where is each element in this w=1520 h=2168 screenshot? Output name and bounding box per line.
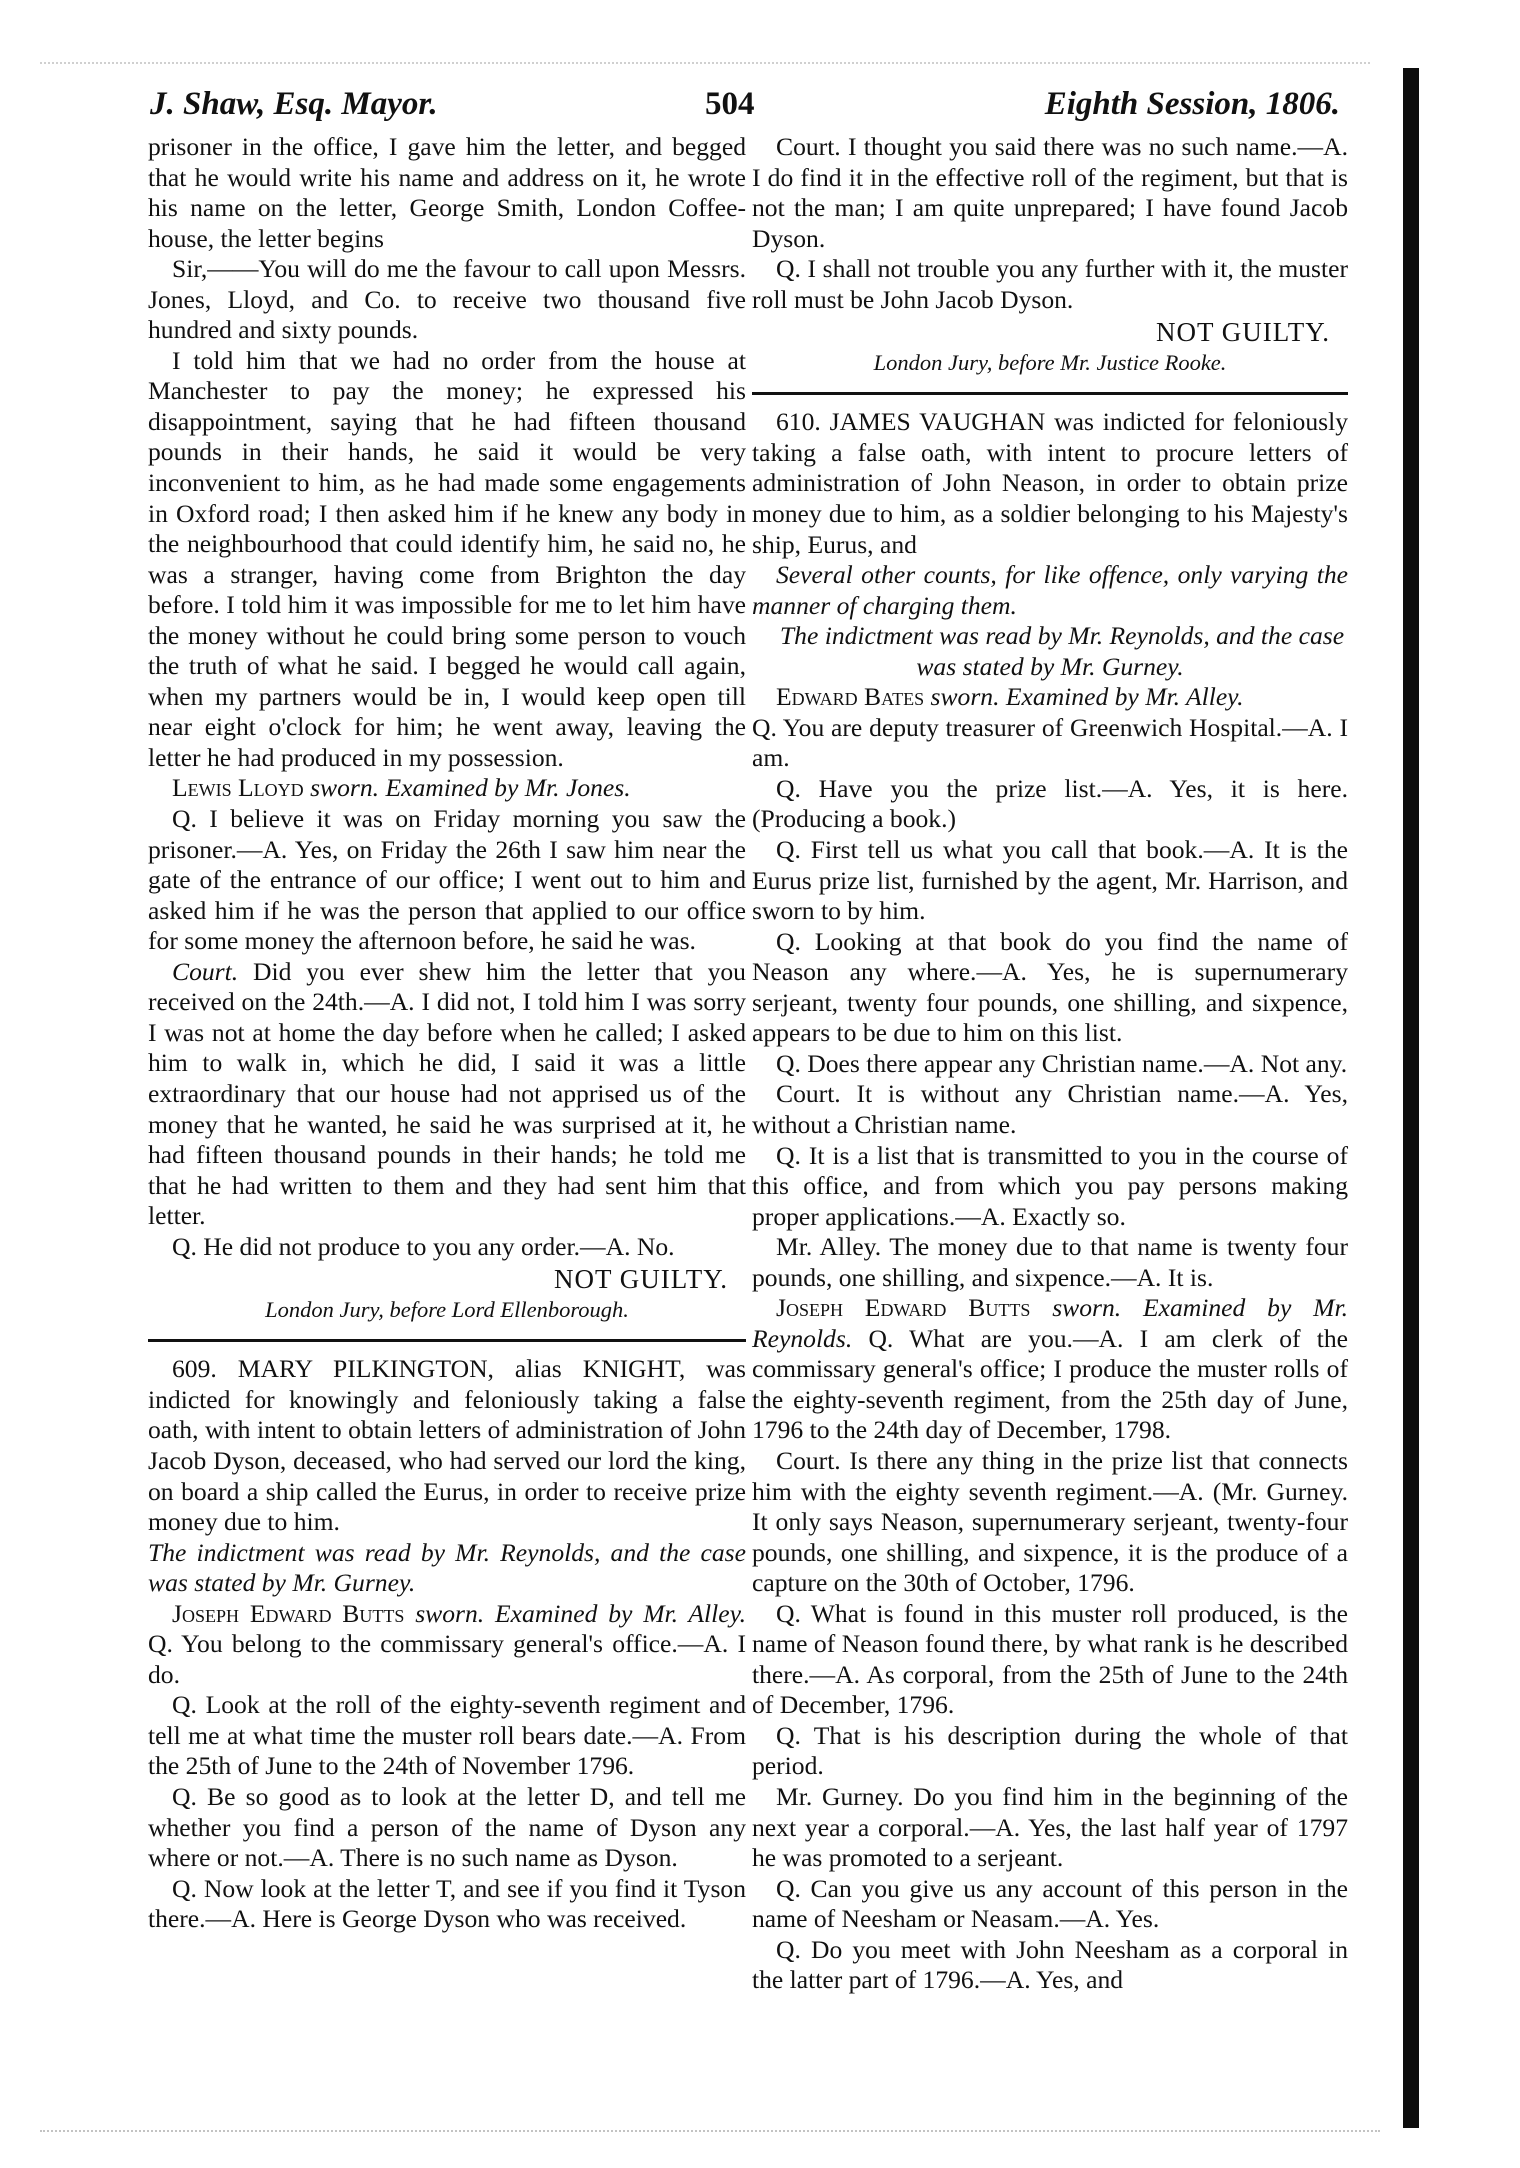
witness-sworn: sworn. Examined by Mr. Jones.	[310, 773, 631, 803]
jury-line: London Jury, before Lord Ellenborough.	[265, 1296, 629, 1322]
paragraph: prisoner in the office, I gave him the letter, and begged that he would write his name and address on it, he wrote his name on the letter, George Smith, London Coffee-house, the letter begins	[148, 132, 746, 253]
section-divider	[752, 392, 1348, 395]
witness-heading	[148, 1599, 746, 1691]
paragraph: Q. It is a list that is transmitted to you in the course of this office, and from which you pay persons making proper applications.—A. Exactly so.	[752, 1140, 1348, 1231]
witness-heading	[752, 682, 1348, 713]
paragraph: Mr. Alley. The money due to that name is twenty four pounds, one shilling, and sixpence.—A. It is.	[752, 1232, 1348, 1292]
letter-text: Sir,——You will do me the favour to call upon Messrs. Jones, Lloyd, and Co. to receive two thousand five hundred and sixty pounds.	[148, 254, 746, 345]
header-right: Eighth Session, 1806.	[1044, 86, 1340, 122]
witness-name: Joseph Edward Butts	[172, 1598, 405, 1628]
paragraph: Q. That is his description during the whole of that period.	[752, 1720, 1348, 1781]
page-number: 504	[705, 86, 755, 122]
paragraph: Court. I thought you said there was no such name.—A. I do find it in the effective roll of the regiment, but that is not the man; I am quite unprepared; I have found Jacob Dyson.	[752, 132, 1348, 253]
speech: Q. What are you.—A. I am clerk of the commissary general's office; I produce the muster rolls of the eighty-seventh regiment, from the 25th day of June, 1796 to the 24th day of December, 1798.	[752, 1323, 1348, 1445]
witness-name: Joseph Edward Butts	[776, 1293, 1031, 1323]
paragraph: Q. Have you the prize list.—A. Yes, it is here. (Producing a book.)	[752, 773, 1348, 834]
speech: Q. You belong to the commissary general's office.—A. I do.	[148, 1629, 746, 1689]
paragraph: Q. You are deputy treasurer of Greenwich Hospital.—A. I am.	[752, 712, 1348, 773]
case-heading: 610. JAMES VAUGHAN was indicted for feloniously taking a false oath, with intent to procure letters of administration of John Neason, in order to obtain prize money due to him, as a soldier belonging to his Majesty's ship, Eurus, and	[752, 407, 1348, 559]
witness-heading	[148, 773, 746, 804]
paragraph: Court. It is without any Christian name.—A. Yes, without a Christian name.	[752, 1079, 1348, 1139]
paragraph: Q. Look at the roll of the eighty-seventh regiment and tell me at what time the muster roll bears date.—A. From the 25th of June to the 24th of November 1796.	[148, 1690, 746, 1781]
witness-sworn: sworn. Examined by Mr. Alley.	[930, 682, 1244, 712]
speaker: Court.	[172, 956, 239, 986]
counts-note: Several other counts, for like offence, only varying the manner of charging them.	[752, 560, 1348, 620]
verdict: NOT GUILTY.	[553, 1264, 728, 1295]
speech: Did you ever shew him the letter that you received on the 24th.—A. I did not, I told him I was sorry I was not at home the day before when he called; I asked him to walk in, which he did, I said it was a little extraordinary that our house had not apprised us of the money that he wanted, he said he was surprised at it, he had fifteen thousand pounds in their hands; he told me that he had written to them and they had sent him that letter.	[148, 956, 746, 1231]
paragraph: Q. I believe it was on Friday morning you saw the prisoner.—A. Yes, on Friday the 26th I saw him near the gate of the entrance of our office; I went out to him and asked him if he was the person that applied to our office for some money the afternoon before, he said he was.	[148, 804, 746, 956]
paragraph: Q. Can you give us any account of this person in the name of Neesham or Neasam.—A. Yes.	[752, 1873, 1348, 1934]
paragraph: Q. Be so good as to look at the letter D, and tell me whether you find a person of the name of Dyson any where or not.—A. There is no such name as Dyson.	[148, 1781, 746, 1873]
paragraph: Q. Does there appear any Christian name.—A. Not any.	[776, 1048, 1348, 1078]
paragraph	[148, 957, 746, 1232]
paragraph: Q. First tell us what you call that book.—A. It is the Eurus prize list, furnished by the agent, Mr. Harrison, and sworn to by him.	[752, 835, 1348, 926]
scan-noise-bottom	[40, 2130, 1380, 2138]
paragraph: Q. I shall not trouble you any further with it, the muster roll must be John Jacob Dyson.	[752, 254, 1348, 314]
witness-sworn: sworn. Examined by Mr. Reynolds.	[752, 1293, 1348, 1353]
running-header	[150, 78, 1340, 130]
paragraph: I told him that we had no order from the house at Manchester to pay the money; he expressed his disappointment, saying that he had fifteen thousand pounds in their hands, he said it would be very inconvenient to him, as he had made some engagements in Oxford road; I then asked him if he knew any body in the neighbourhood that could identify him, he said no, he was a stranger, having come from Brighton the day before. I told him it was impossible for me to let him have the money without he could bring some person to vouch the truth of what he said. I begged he would call again, when my partners would be in, I would keep open till near eight o'clock for him; he went away, leaving the letter he had produced in my possession.	[148, 345, 746, 772]
jury-line: London Jury, before Mr. Justice Rooke.	[873, 349, 1227, 375]
case-heading: 609. MARY PILKINGTON, alias KNIGHT, was indicted for knowingly and feloniously taking a false oath, with intent to obtain letters of administration of John Jacob Dyson, deceased, who had served our lord the king, on board a ship called the Eurus, in order to receive prize money due to him.	[148, 1354, 746, 1537]
witness-name: Lewis Lloyd	[172, 773, 304, 803]
paragraph: Mr. Gurney. Do you find him in the beginning of the next year a corporal.—A. Yes, the last half year of 1797 he was promoted to a serjeant.	[752, 1781, 1348, 1873]
paragraph: Q. He did not produce to you any order.—A. No.	[172, 1231, 675, 1261]
header-left: J. Shaw, Esq. Mayor.	[150, 86, 438, 122]
paragraph: Q. Now look at the letter T, and see if you find it Tyson there.—A. Here is George Dyson who was received.	[148, 1873, 746, 1934]
section-divider	[148, 1339, 746, 1342]
witness-name: Edward Bates	[776, 682, 925, 712]
right-column	[752, 132, 1348, 1996]
witness-sworn: sworn. Examined by Mr. Alley.	[415, 1598, 746, 1628]
paragraph: Q. Looking at that book do you find the name of Neason any where.—A. Yes, he is supernumerary serjeant, twenty four pounds, one shilling, and sixpence, appears to be due to him on this list.	[752, 926, 1348, 1048]
left-column	[148, 132, 746, 1935]
verdict: NOT GUILTY.	[1155, 317, 1330, 348]
indictment-note: The indictment was read by Mr. Reynolds, and the case was stated by Mr. Gurney.	[779, 621, 1345, 681]
witness-heading	[752, 1293, 1348, 1446]
paragraph: Q. What is found in this muster roll produced, is the name of Neason found there, by what rank is he described there.—A. As corporal, from the 25th of June to the 24th of December, 1796.	[752, 1598, 1348, 1720]
scan-noise-top	[40, 62, 1370, 68]
paragraph: Q. Do you meet with John Neesham as a corporal in the latter part of 1796.—A. Yes, and	[752, 1934, 1348, 1995]
indictment-note: The indictment was read by Mr. Reynolds, and the case was stated by Mr. Gurney.	[148, 1537, 746, 1598]
paragraph: Court. Is there any thing in the prize list that connects him with the eighty seventh regiment.—A. (Mr. Gurney. It only says Neason, supernumerary serjeant, twenty-four pounds, one shilling, and sixpence, it is the produce of a capture on the 30th of October, 1796.	[752, 1445, 1348, 1598]
scan-edge-bar	[1403, 68, 1419, 2128]
